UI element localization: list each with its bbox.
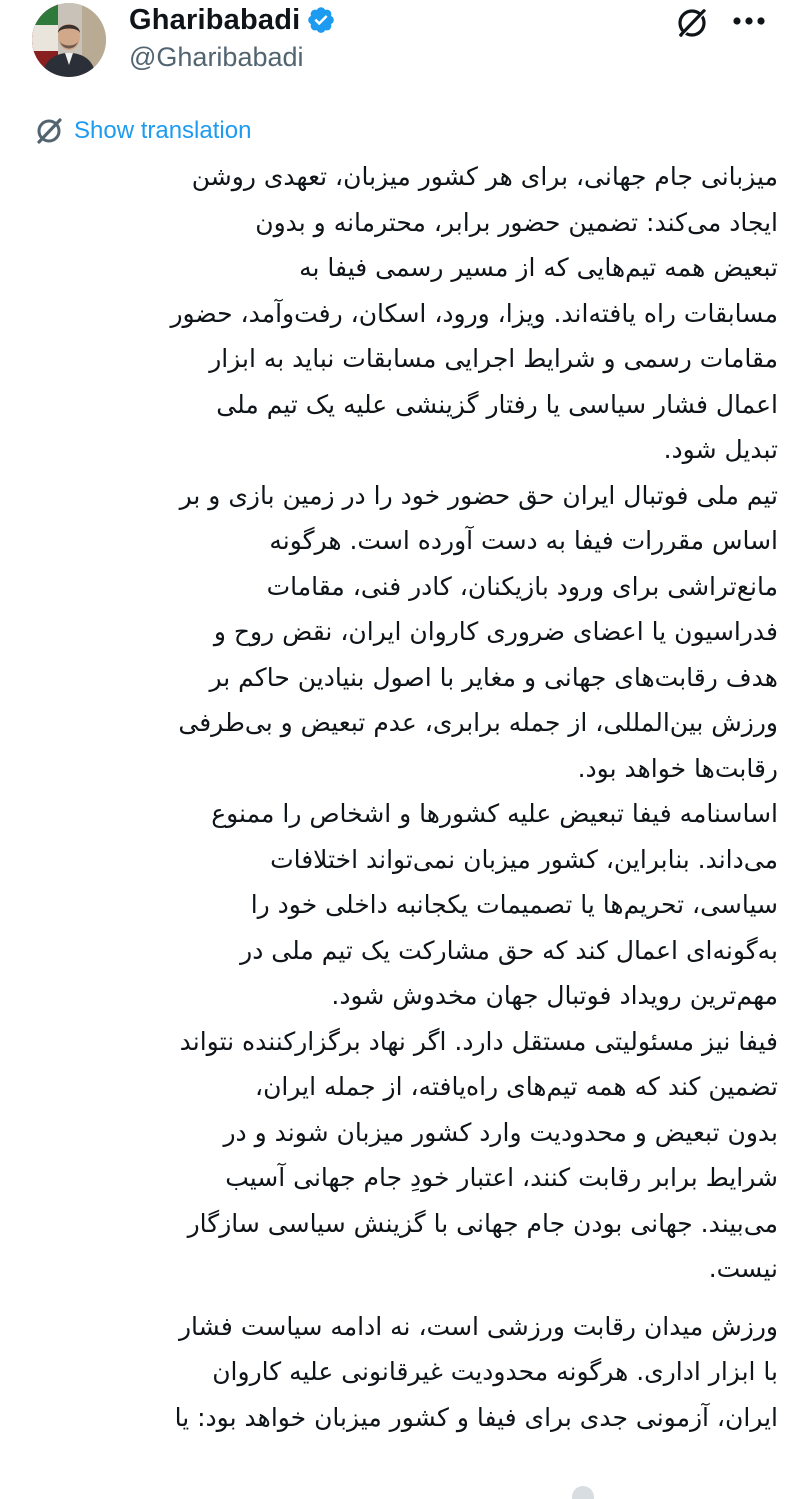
tweet-line: به‌گونه‌ای اعمال کند که حق مشارکت یک تیم ملی در — [240, 935, 778, 965]
translate-icon — [34, 116, 64, 146]
author-display-name[interactable]: Gharibabadi — [129, 3, 301, 36]
tweet-line: مقامات رسمی و شرایط اجرایی مسابقات نباید به ابزار — [209, 344, 778, 373]
tweet-line: فیفا نیز مسئولیتی مستقل دارد. اگر نهاد برگزارکننده نتواند — [179, 1026, 778, 1056]
tweet-line: بدون تبعیض و محدودیت وارد کشور میزبان شوند و در — [223, 1117, 778, 1147]
tweet-header — [0, 0, 800, 110]
tweet-line: مانع‌تراشی برای ورود بازیکنان، کادر فنی، مقامات — [266, 571, 778, 601]
tweet-line: مهم‌ترین رویداد فوتبال جهان مخدوش شود. — [331, 981, 778, 1010]
tweet-line: می‌بیند. جهانی بودن جام جهانی با گزینش سیاسی سازگار — [187, 1208, 778, 1238]
tweet-line: فدراسیون یا اعضای ضروری کاروان ایران، نقض روح و — [213, 617, 778, 646]
tweet-line: با ابزار اداری. هرگونه محدودیت غیرقانونی علیه کاروان — [212, 1357, 778, 1386]
tweet-line: ورزش میدان رقابت ورزشی است، نه ادامه سیاست فشار — [178, 1311, 778, 1341]
tweet-line: اساس مقررات فیفا به دست آورده است. هرگونه — [269, 526, 778, 555]
show-translation-link[interactable] — [34, 114, 251, 148]
tweet-line: ایجاد می‌کند: تضمین حضور برابر، محترمانه و بدون — [255, 207, 778, 237]
grok-icon[interactable] — [674, 5, 710, 41]
tweet-line: تیم ملی فوتبال ایران حق حضور خود را در زمین بازی و بر — [179, 480, 778, 510]
tweet-line: هدف رقابت‌های جهانی و مغایر با اصول بنیادین حاکم بر — [209, 662, 778, 692]
tweet-line: سیاسی، تحریم‌ها یا تصمیمات یکجانبه داخلی خود را — [250, 890, 778, 919]
tweet-line: ورزش بین‌المللی، از جمله برابری، عدم تبعیض و بی‌طرفی — [178, 708, 778, 737]
tweet-line: رقابت‌ها خواهد بود. — [577, 753, 778, 783]
author-handle[interactable]: @Gharibabadi — [129, 42, 304, 72]
tweet-text — [20, 154, 778, 1440]
tweet-line: شرایط برابر رقابت کنند، اعتبار خودِ جام جهانی آسیب — [225, 1163, 778, 1192]
verified-badge-icon — [306, 5, 336, 35]
tweet-line: تضمین کند که همه تیم‌های راه‌یافته، از جمله ایران، — [255, 1072, 778, 1101]
tweet-line: تبدیل شود. — [663, 435, 778, 464]
avatar[interactable] — [32, 3, 106, 77]
tweet-line: اعمال فشار سیاسی یا رفتار گزینشی علیه یک تیم ملی — [216, 389, 778, 419]
tweet-line: میزبانی جام جهانی، برای هر کشور میزبان، تعهدی روشن — [191, 162, 778, 191]
tweet-line: اساسنامه فیفا تبعیض علیه کشورها و اشخاص را ممنوع — [211, 799, 778, 828]
tweet-line: می‌داند. بنابراین، کشور میزبان نمی‌تواند اختلافات — [270, 844, 778, 874]
more-dots-icon[interactable] — [728, 6, 770, 36]
tweet-line: ایران، آزمونی جدی برای فیفا و کشور میزبان خواهد بود: یا — [174, 1402, 778, 1432]
tweet-line: مسابقات راه یافته‌اند. ویزا، ورود، اسکان، رفت‌وآمد، حضور — [170, 298, 778, 328]
author-name-row — [129, 2, 336, 38]
bottom-fade — [0, 1482, 800, 1499]
tweet-line: نیست. — [708, 1254, 778, 1283]
show-translation-label[interactable]: Show translation — [74, 117, 252, 144]
tweet-line: تبعیض همه تیم‌هایی که از مسیر رسمی فیفا به — [299, 253, 778, 282]
